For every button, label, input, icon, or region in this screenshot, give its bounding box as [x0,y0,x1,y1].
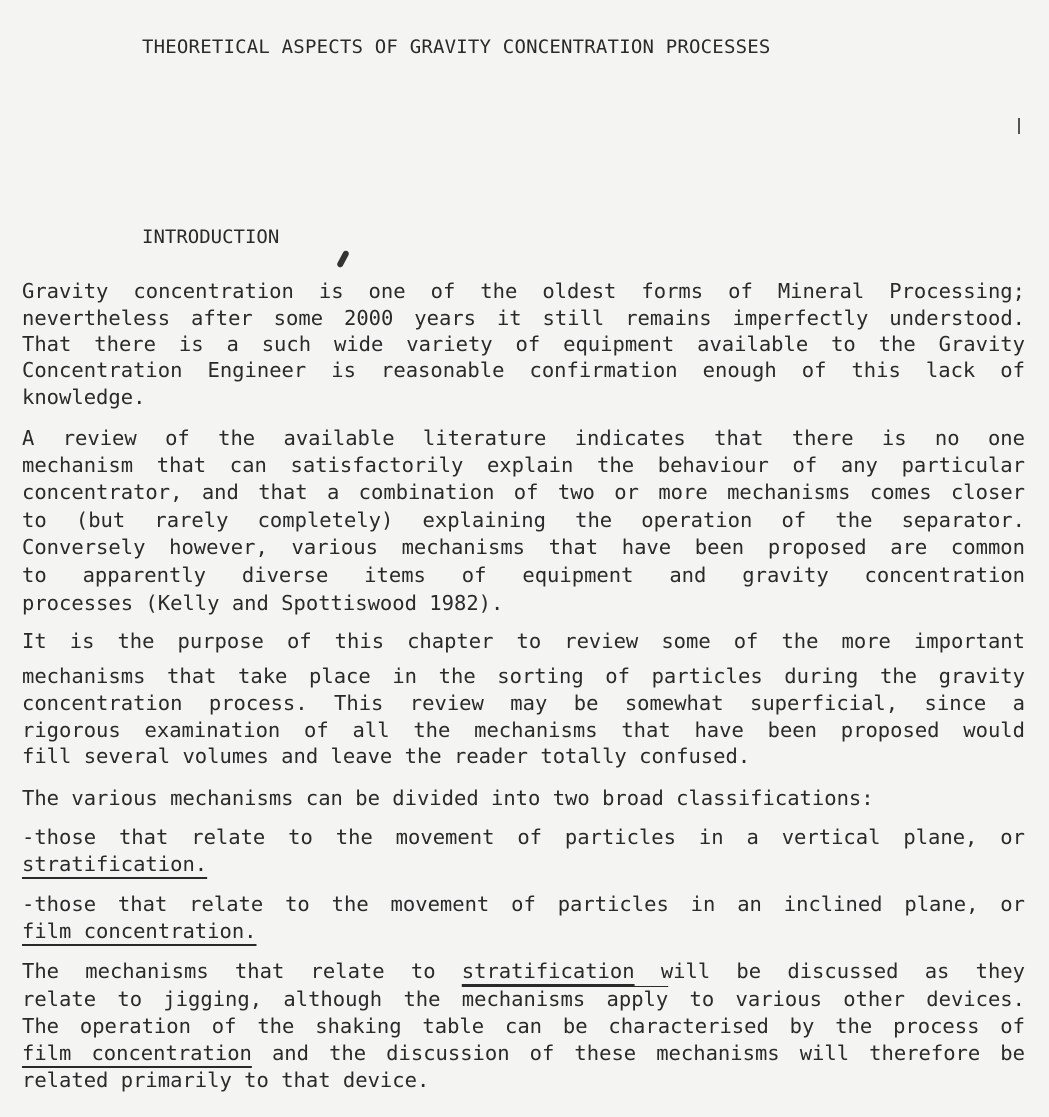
list-item-line: -those that relate to the movement of particles in a vertical plane, or [22,825,1025,849]
paragraph-line: That there is a such wide variety of equipment available to the Gravity [22,332,1025,356]
paragraph-line: fill several volumes and leave the reader totally confused. [22,744,751,768]
text-run: to various other devices. [668,987,1025,1011]
paragraph-line: nevertheless after some 2000 years it still remains imperfectly understood. [22,306,1025,330]
paragraph-line: The operation of the shaking table can be characterised by the process of [22,1014,1025,1038]
term-film-concentration: film concentration [22,1041,252,1065]
list-item-line: -those that relate to the movement of particles in an inclined plane, or [22,892,1025,916]
paragraph-line: mechanisms that take place in the sorting of particles during the gravity [22,664,1025,688]
term-film-concentration: film concentration. [22,919,257,943]
text-run: will be discussed as they [634,959,1025,983]
paragraph-line: to apparently diverse items of equipment and gravity concentration [22,563,1025,587]
paragraph-line: Conversely however, various mechanisms that have been proposed are common [22,535,1025,559]
text-run: to that device. [231,1068,430,1092]
paragraph-line: It is the purpose of this chapter to review some of the more important [22,629,1025,653]
document-title: THEORETICAL ASPECTS OF GRAVITY CONCENTRATION PROCESSES [142,36,771,58]
margin-mark [1018,118,1020,134]
list-item-term [22,918,1025,950]
term-stratification: stratification [461,959,635,983]
term-mechanisms-apply: mechanisms apply [461,987,669,1011]
paragraph-line [22,1067,1025,1094]
text-run: and the discussion of these mechanisms will therefore be [251,1041,1025,1065]
paragraph-line: to (but rarely completely) explaining the operation of the separator. [22,508,1025,532]
paragraph-line: Gravity concentration is one of the oldest forms of Mineral Processing; [22,279,1025,303]
paragraph-line: concentration process. This review may be somewhat superficial, since a [22,691,1025,715]
paragraph-line: Concentration Engineer is reasonable confirmation enough of this lack of [22,358,1025,382]
term-related-primarily: related primarily [22,1068,232,1092]
paragraph-line: processes (Kelly and Spottiswood 1982). [22,591,504,615]
paragraph-line: knowledge. [22,385,146,409]
paragraph-line: mechanism that can satisfactorily explain the behaviour of any particular [22,453,1025,477]
paragraph-line: A review of the available literature indicates that there is no one [22,426,1025,450]
paragraph-line: The various mechanisms can be divided into two broad classifications: [22,786,874,810]
paragraph-line: rigorous examination of all the mechanisms that have been proposed would [22,718,1025,742]
list-item-term [22,851,1025,883]
paragraph-line [22,986,1025,1016]
section-heading: INTRODUCTION [142,226,280,248]
text-run: The mechanisms that relate to [22,959,462,983]
text-run: relate to jigging, although the [22,987,462,1011]
term-stratification: stratification. [22,852,208,876]
pen-mark [336,250,350,269]
paragraph-line: concentrator, and that a combination of two or more mechanisms comes closer [22,480,1025,504]
